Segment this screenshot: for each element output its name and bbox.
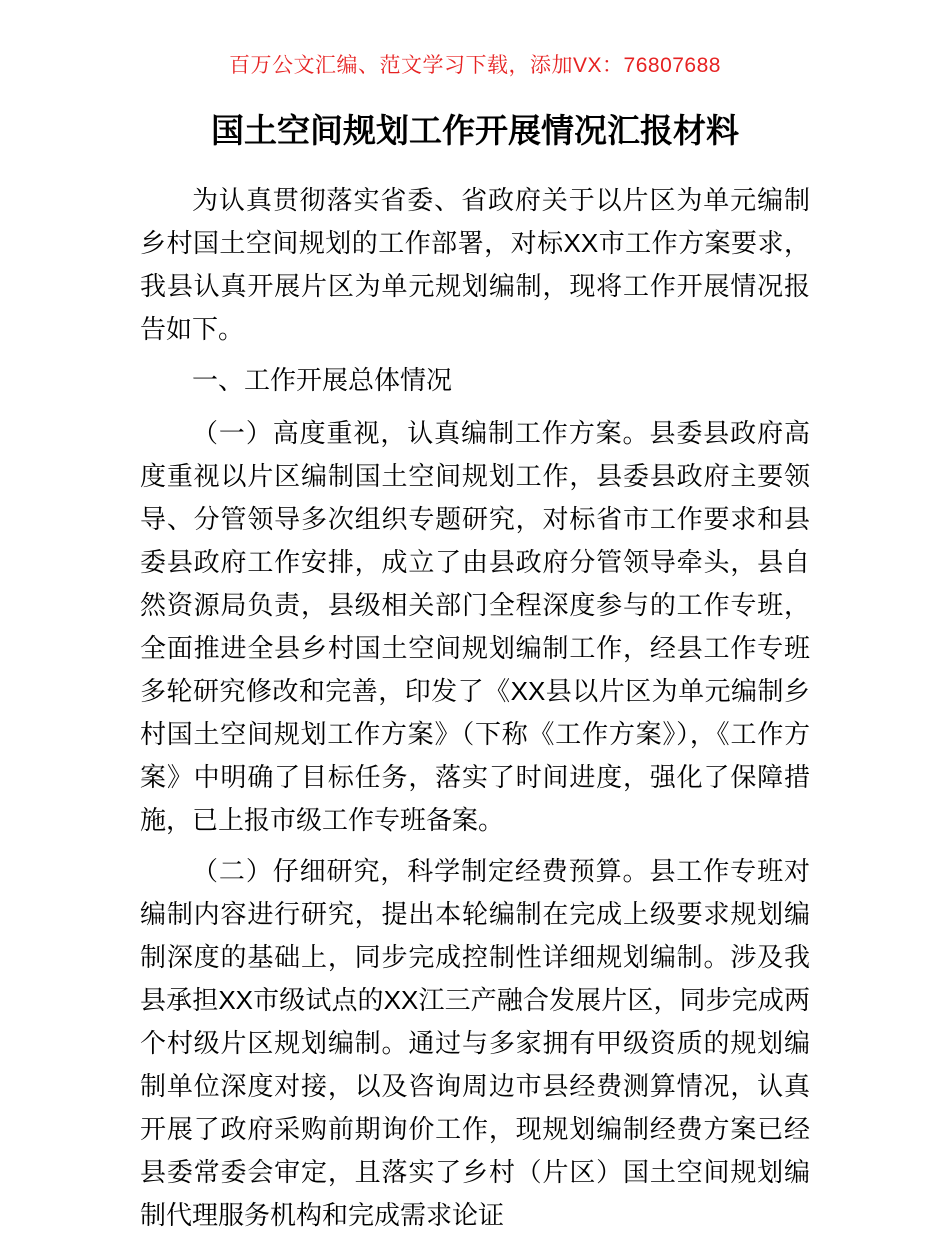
- document-title: 国土空间规划工作开展情况汇报材料: [211, 112, 739, 149]
- paragraph-section-1-item-2: （二）仔细研究，科学制定经费预算。县工作专班对编制内容进行研究，提出本轮编制在完成上级要求规划编制深度的基础上，同步完成控制性详细规划编制。涉及我县承担XX市级试点的XX江三产融合发展片区，同步完成两个村级片区规划编制。通过与多家拥有甲级资质的规划编制单位深度对接，以及咨询周边市县经费测算情况，认真开展了政府采购前期询价工作，现规划编制经费方案已经县委常委会审定，且落实了乡村（片区）国土空间规划编制代理服务机构和完成需求论证: [140, 856, 810, 1230]
- paragraph-section-1-item-1: （一）高度重视，认真编制工作方案。县委县政府高度重视以片区编制国土空间规划工作，县委县政府主要领导、分管领导多次组织专题研究，对标省市工作要求和县委县政府工作安排，成立了由县政府分管领导牵头，县自然资源局负责，县级相关部门全程深度参与的工作专班，全面推进全县乡村国土空间规划编制工作，经县工作专班多轮研究修改和完善，印发了《XX县以片区为单元编制乡村国土空间规划工作方案》（下称《工作方案》），《工作方案》中明确了目标任务，落实了时间进度，强化了保障措施，已上报市级工作专班备案。: [140, 418, 810, 835]
- header-notice: 百万公文汇编、范文学习下载，添加VX：76807688: [229, 54, 721, 77]
- document-body: [140, 179, 810, 1237]
- paragraph-intro: 为认真贯彻落实省委、省政府关于以片区为单元编制乡村国土空间规划的工作部署，对标XX市工作方案要求，我县认真开展片区为单元规划编制，现将工作开展情况报告如下。: [140, 185, 810, 344]
- section-heading-1: 一、工作开展总体情况: [192, 365, 453, 395]
